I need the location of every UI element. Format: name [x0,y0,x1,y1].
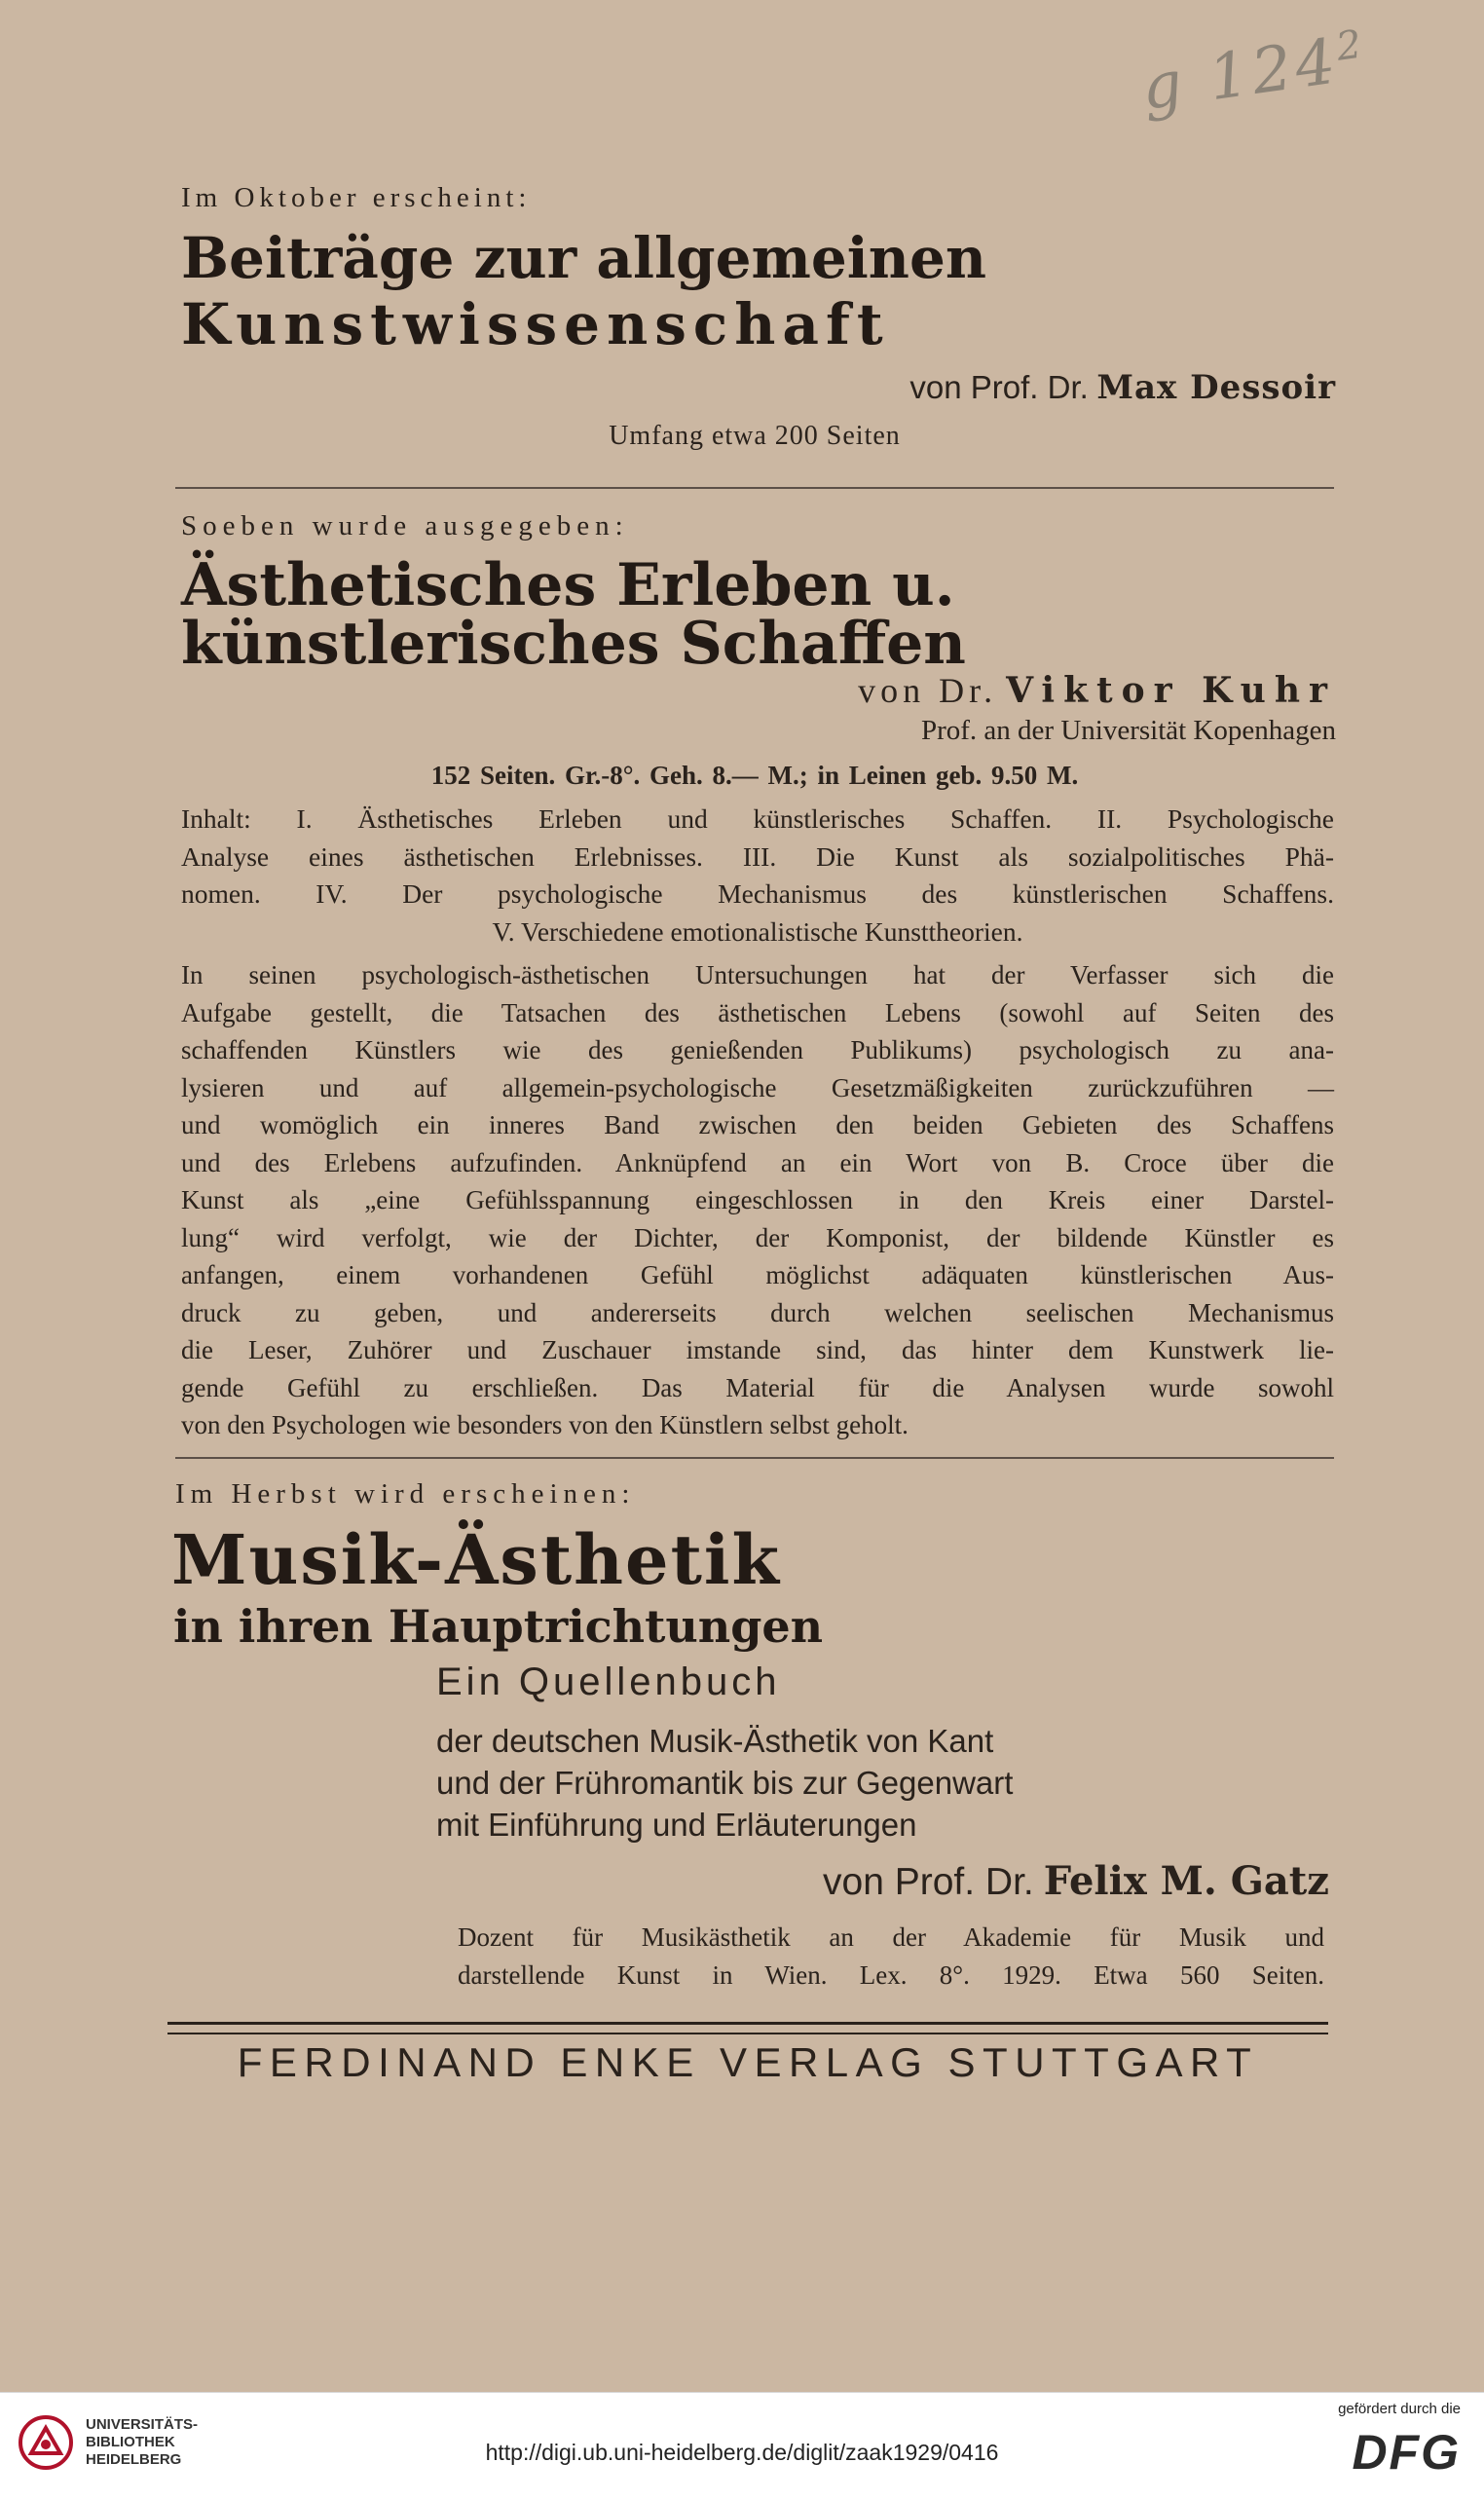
library-line: HEIDELBERG [86,2451,182,2468]
section2-title-line1: Ästhetisches Erleben u. [181,551,955,619]
description-line: Kunst als „eine Gefühlsspannung eingeschlossen in den Kreis einer Darstel- [181,1185,1334,1214]
contents-line: Inhalt: I. Ästhetisches Erleben und künstlerisches Schaffen. II. Psychologische [181,803,1334,834]
details-line: darstellende Kunst in Wien. Lex. 8°. 1929. Etwa 560 Seiten. [458,1959,1324,1990]
funding-text: gefördert durch die [1338,2401,1461,2417]
description-line: gende Gefühl zu erschließen. Das Material für die Analysen wurde sowohl [181,1372,1334,1402]
section3-label: Im Herbst wird erscheinen: [175,1478,636,1510]
section1-extent: Umfang etwa 200 Seiten [609,421,901,451]
dfg-logo-icon: DFG [1352,2425,1461,2480]
section3-sublines [436,1720,1013,1846]
description-line: und des Erlebens aufzufinden. Anknüpfend an ein Wort von B. Croce über die [181,1147,1334,1177]
library-line: BIBLIOTHEK [86,2434,175,2450]
section3-title-line1: Musik-Ästhetik [171,1519,782,1600]
description-line: lysieren und auf allgemein-psychologische Gesetzmäßigkeiten zurückzuführen — [181,1072,1334,1102]
contents-line: V. Verschiedene emotionalistische Kunsttheorien. [492,915,1023,947]
section2-details: 152 Seiten. Gr.-8°. Geh. 8.— M.; in Leinen geb. 9.50 M. [430,761,1079,790]
section3-author-prefix: von Prof. Dr. [823,1861,1034,1903]
section3-author [682,1858,1329,1904]
section1-title-line2: Kunstwissenschaft [181,291,890,357]
digitization-footer [0,2392,1484,2500]
section2-author-prefix: von Dr. [858,671,998,710]
description-line: anfangen, einem vorhandenen Gefühl möglichst adäquaten künstlerischen Aus- [181,1260,1334,1289]
library-line: UNIVERSITÄTS- [86,2416,199,2433]
shelfmark-sup: 2 [1333,21,1369,70]
section2-author-name: Viktor Kuhr [1006,670,1336,711]
section1-author [682,368,1336,407]
description-line: von den Psychologen wie besonders von den Künstlern selbst geholt. [181,1410,909,1439]
details-line: Dozent für Musikästhetik an der Akademie für Musik und [458,1922,1324,1952]
section1-author-name: Max Dessoir [1096,368,1336,407]
description-line: druck zu geben, und andererseits durch welchen seelischen Mechanismus [181,1297,1334,1327]
shelfmark-text: g 124 [1136,25,1344,125]
handwritten-shelfmark [1137,21,1372,125]
contents-line: nomen. IV. Der psychologische Mechanismus des künstlerischen Schaffens. [181,878,1334,909]
description-line: lung“ wird verfolgt, wie der Dichter, der Komponist, der bildende Künstler es [181,1222,1334,1252]
description-line: In seinen psychologisch-ästhetischen Untersuchungen hat der Verfasser sich die [181,960,1334,989]
section2-label: Soeben wurde ausgegeben: [181,510,629,541]
subline: und der Frühromantik bis zur Gegenwart [436,1765,1014,1801]
section2-title-line2: künstlerisches Schaffen [181,610,966,678]
description-line: und womöglich ein inneres Band zwischen den beiden Gebieten des Schaffens [181,1110,1334,1139]
section2-description [181,956,1334,1444]
contents-line: Analyse eines ästhetischen Erlebnisses. III. Die Kunst als sozialpolitisches Phä- [181,840,1334,872]
section1-author-prefix: von Prof. Dr. [909,369,1089,405]
section3-author-name: Felix M. Gatz [1043,1858,1329,1904]
subline: der deutschen Musik-Ästhetik von Kant [436,1723,994,1759]
double-rule [167,2022,1328,2034]
section1-title-line1: Beiträge zur allgemeinen [181,225,987,291]
section3-title-line2: in ihren Hauptrichtungen [173,1600,824,1653]
section1-label: Im Oktober erscheint: [181,182,532,213]
section2-author [682,670,1336,711]
divider-1 [175,487,1334,489]
divider-2 [175,1457,1334,1459]
publisher-imprint: FERDINAND ENKE VERLAG STUTTGART [237,2039,1259,2085]
description-line: schaffenden Künstlers wie des genießenden Publikums) psychologisch zu ana- [181,1035,1334,1064]
description-line: die Leser, Zuhörer und Zuschauer imstande sind, das hinter dem Kunstwerk lie- [181,1335,1334,1364]
section3-details [458,1919,1324,1994]
section2-contents [181,801,1334,951]
permalink-url[interactable]: http://digi.ub.uni-heidelberg.de/diglit/zaak1929/0416 [485,2440,999,2465]
section2-affiliation: Prof. an der Universität Kopenhagen [920,715,1336,746]
subline: mit Einführung und Erläuterungen [436,1807,917,1843]
section3-subtitle: Ein Quellenbuch [436,1660,781,1703]
description-line: Aufgabe gestellt, die Tatsachen des ästhetischen Lebens (sowohl auf Seiten des [181,997,1334,1027]
